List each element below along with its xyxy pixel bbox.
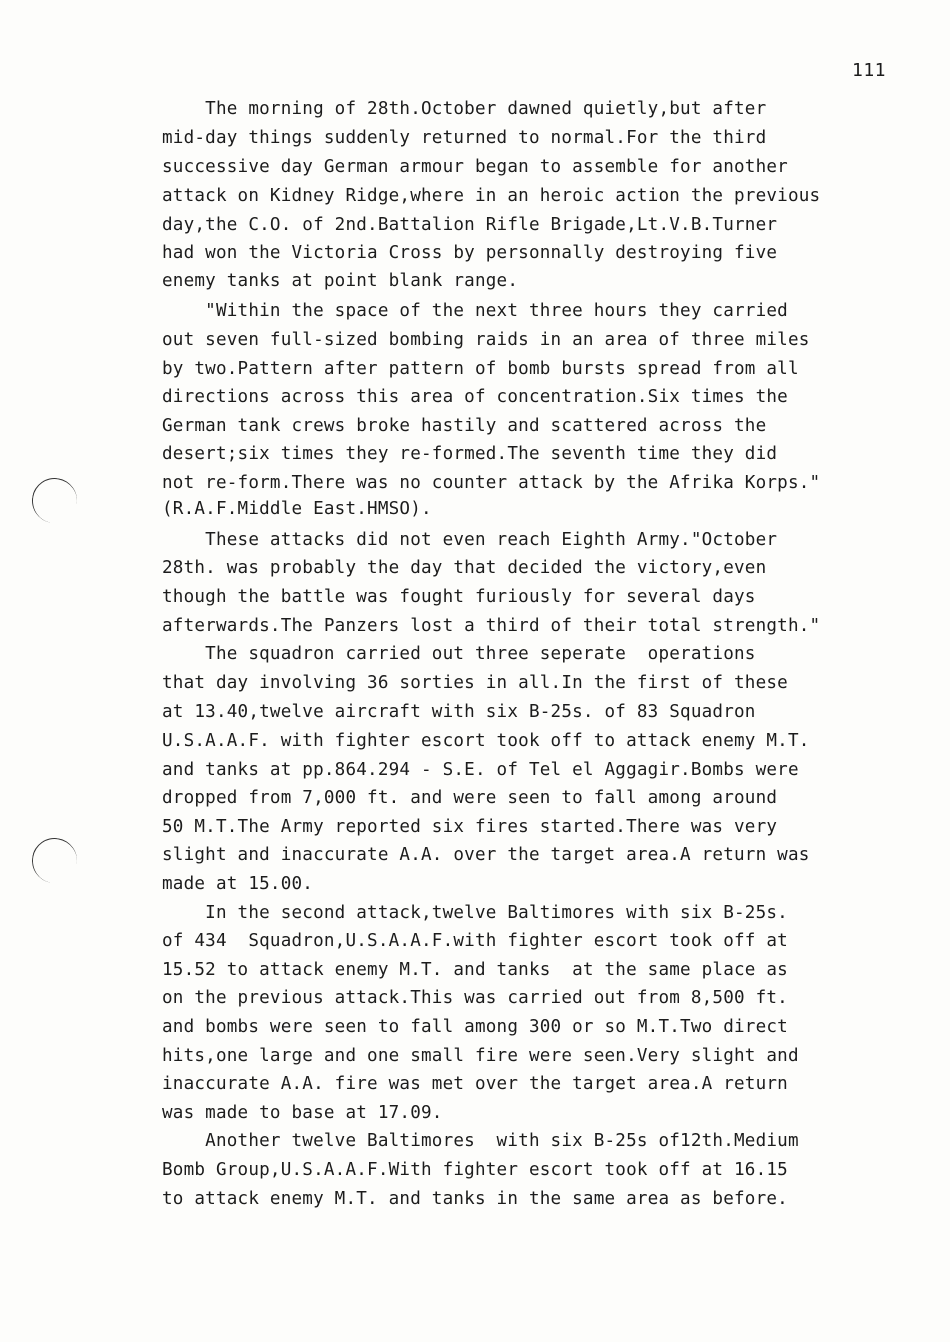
text-line: on the previous attack.This was carried out from 8,500 ft. xyxy=(162,988,788,1008)
text-line: that day involving 36 sorties in all.In the first of these xyxy=(162,673,788,693)
text-line: at 13.40,twelve aircraft with six B-25s. of 83 Squadron xyxy=(162,702,756,722)
text-line: Bomb Group,U.S.A.A.F.With fighter escort took off at 16.15 xyxy=(162,1160,788,1180)
text-line: of 434 Squadron,U.S.A.A.F.with fighter escort took off at xyxy=(162,931,788,951)
text-line: 28th. was probably the day that decided the victory,even xyxy=(162,558,767,578)
text-line: and bombs were seen to fall among 300 or so M.T.Two direct xyxy=(162,1017,788,1037)
text-line: hits,one large and one small fire were seen.Very slight and xyxy=(162,1046,799,1066)
text-line: by two.Pattern after pattern of bomb bursts spread from all xyxy=(162,359,799,379)
punch-hole-mark-upper xyxy=(28,474,80,526)
text-line: (R.A.F.Middle East.HMSO). xyxy=(162,499,432,519)
page-number: 111 xyxy=(852,60,887,81)
text-line: not re-form.There was no counter attack by the Afrika Korps." xyxy=(162,473,821,493)
text-line: 50 M.T.The Army reported six fires started.There was very xyxy=(162,817,778,837)
text-line: out seven full-sized bombing raids in an area of three miles xyxy=(162,330,810,350)
text-line: inaccurate A.A. fire was met over the target area.A return xyxy=(162,1074,788,1094)
text-line: made at 15.00. xyxy=(162,874,314,894)
text-line: desert;six times they re-formed.The seventh time they did xyxy=(162,444,778,464)
text-line: successive day German armour began to assemble for another xyxy=(162,157,788,177)
text-line: 15.52 to attack enemy M.T. and tanks at the same place as xyxy=(162,960,788,980)
text-line: had won the Victoria Cross by personnally destroying five xyxy=(162,243,778,263)
text-line: German tank crews broke hastily and scattered across the xyxy=(162,416,767,436)
text-line: afterwards.The Panzers lost a third of their total strength." xyxy=(162,616,821,636)
punch-hole-mark-lower xyxy=(28,834,80,886)
text-line: slight and inaccurate A.A. over the target area.A return was xyxy=(162,845,810,865)
text-line: though the battle was fought furiously for several days xyxy=(162,587,756,607)
text-line: dropped from 7,000 ft. and were seen to fall among around xyxy=(162,788,778,808)
text-line: Another twelve Baltimores with six B-25s of12th.Medium xyxy=(162,1131,799,1151)
text-line: was made to base at 17.09. xyxy=(162,1103,443,1123)
text-line: mid-day things suddenly returned to normal.For the third xyxy=(162,128,767,148)
text-line: attack on Kidney Ridge,where in an heroic action the previous xyxy=(162,186,821,206)
text-line: In the second attack,twelve Baltimores with six B-25s. xyxy=(162,903,788,923)
text-line: to attack enemy M.T. and tanks in the same area as before. xyxy=(162,1189,788,1209)
text-line: directions across this area of concentration.Six times the xyxy=(162,387,788,407)
text-line: These attacks did not even reach Eighth Army."October xyxy=(162,530,778,550)
text-line: and tanks at pp.864.294 - S.E. of Tel el Aggagir.Bombs were xyxy=(162,760,799,780)
text-line: The squadron carried out three seperate operations xyxy=(162,644,756,664)
text-line: day,the C.O. of 2nd.Battalion Rifle Brigade,Lt.V.B.Turner xyxy=(162,215,778,235)
text-line: enemy tanks at point blank range. xyxy=(162,271,519,291)
text-line: The morning of 28th.October dawned quietly,but after xyxy=(162,99,767,119)
text-line: U.S.A.A.F. with fighter escort took off to attack enemy M.T. xyxy=(162,731,810,751)
text-line: "Within the space of the next three hours they carried xyxy=(162,301,788,321)
